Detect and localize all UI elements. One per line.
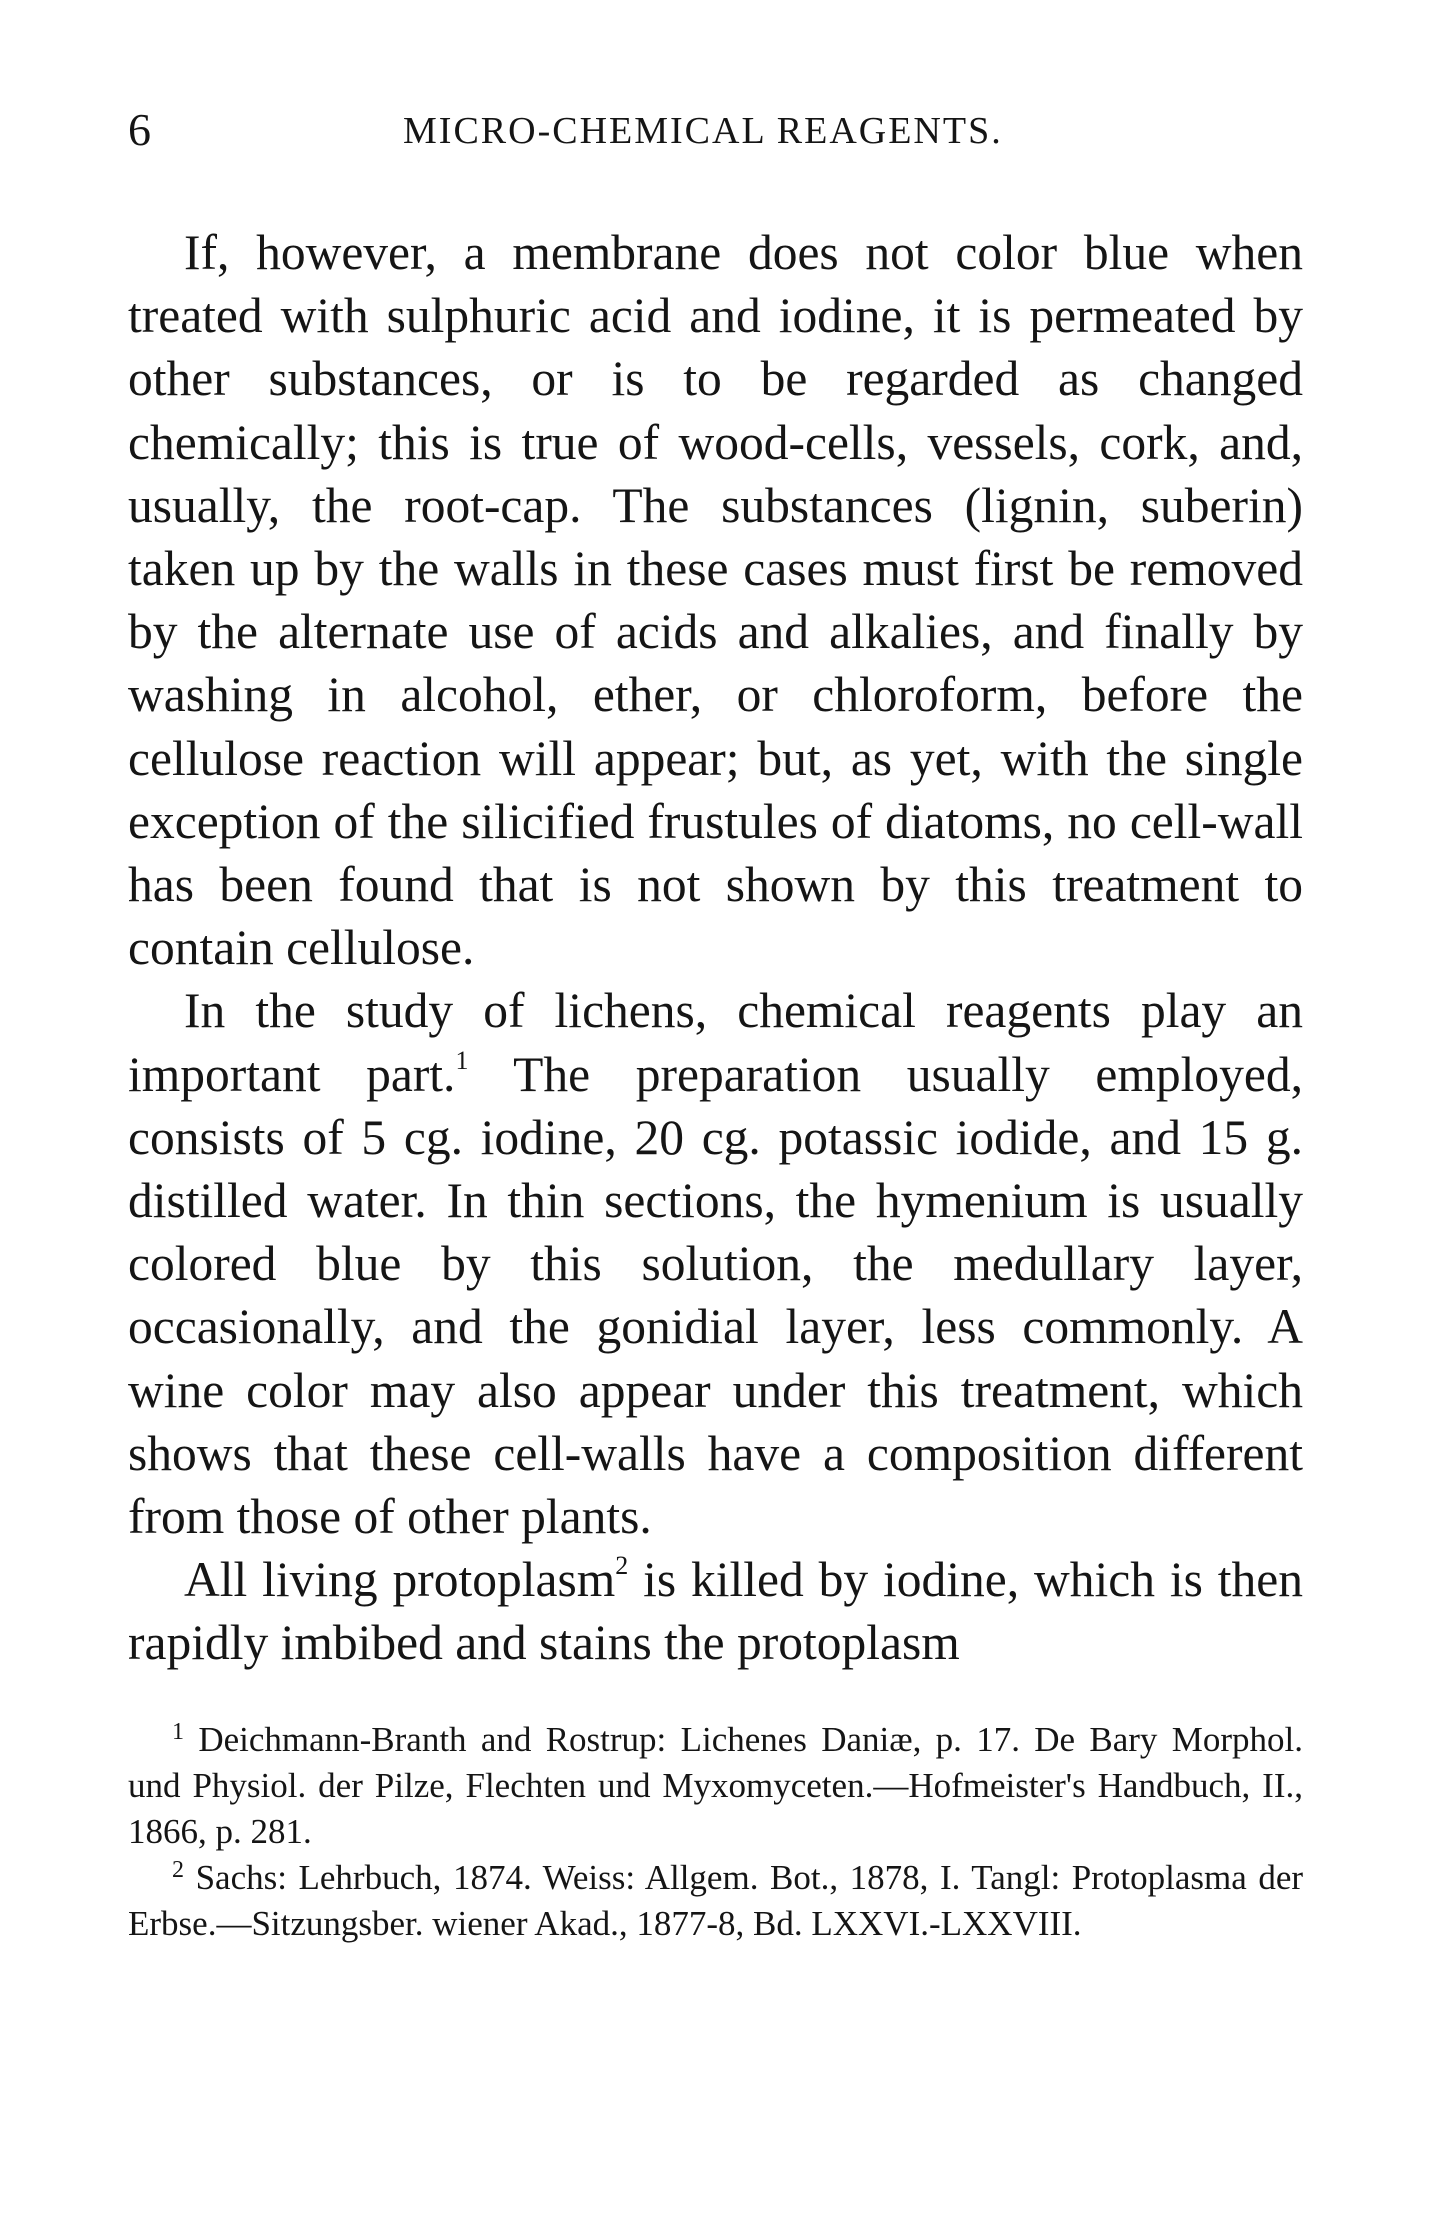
footnote-text: Sachs: Lehrbuch, 1874. Weiss: Allgem. Bot., 1878, I. Tangl: Protoplasma der Erbse.—Sitzungsber. wiener Akad., 1877-8, Bd. LXXVI.-LXXVIII. xyxy=(128,1857,1304,1943)
footnotes xyxy=(128,1717,1303,1947)
footnote xyxy=(128,1717,1303,1855)
footnote xyxy=(128,1855,1303,1947)
footnote-mark: 1 xyxy=(172,1718,184,1745)
paragraph-text: The preparation usually employed, consists of 5 cg. iodine, 20 cg. potassic iodide, and 15 g. distilled water. In thin sections, the hymenium is usually colored blue by this solution, the medullary layer, occasionally, and the gonidial layer, less commonly. A wine color may also appear under this treatment, which shows that these cell-walls have a composition different from those of other plants. xyxy=(128,1046,1303,1545)
paragraph-text: In the study of lichens, chemical reagents play an important part. xyxy=(128,983,1303,1102)
book-page xyxy=(128,95,1303,1947)
footnote-reference[interactable]: 1 xyxy=(455,1045,469,1075)
page-number: 6 xyxy=(128,104,153,155)
body-text xyxy=(128,221,1303,1675)
footnote-text: Deichmann-Branth and Rostrup: Lichenes Daniæ, p. 17. De Bary Morphol. und Physiol. der Pilze, Flechten und Myxomyceten.—Hofmeister's Handbuch, II., 1866, p. 281. xyxy=(128,1719,1303,1851)
footnote-mark: 2 xyxy=(172,1856,184,1883)
paragraph-lichens xyxy=(128,979,1303,1548)
paragraph-text: All living protoplasm xyxy=(184,1552,616,1608)
running-head xyxy=(128,95,1303,165)
footnote-reference[interactable]: 2 xyxy=(615,1551,629,1581)
running-title: MICRO-CHEMICAL REAGENTS. xyxy=(403,110,1003,152)
paragraph-protoplasm xyxy=(128,1548,1303,1674)
paragraph-cellulose: If, however, a membrane does not color blue when treated with sulphuric acid and iodine, it is permeated by other substances, or is to be regarded as changed chemically; this is true of wood-cells, vessels, cork, and, usually, the root-cap. The substances (lignin, suberin) taken up by the walls in these cases must first be removed by the alternate use of acids and alkalies, and finally by washing in alcohol, ether, or chloroform, before the cellulose reaction will appear; but, as yet, with the single exception of the silicified frustules of diatoms, no cell-wall has been found that is not shown by this treatment to contain cellulose. xyxy=(128,225,1303,976)
paragraph-text: is killed by iodine, which is then rapidly imbibed and stains the protoplasm xyxy=(128,1552,1303,1671)
